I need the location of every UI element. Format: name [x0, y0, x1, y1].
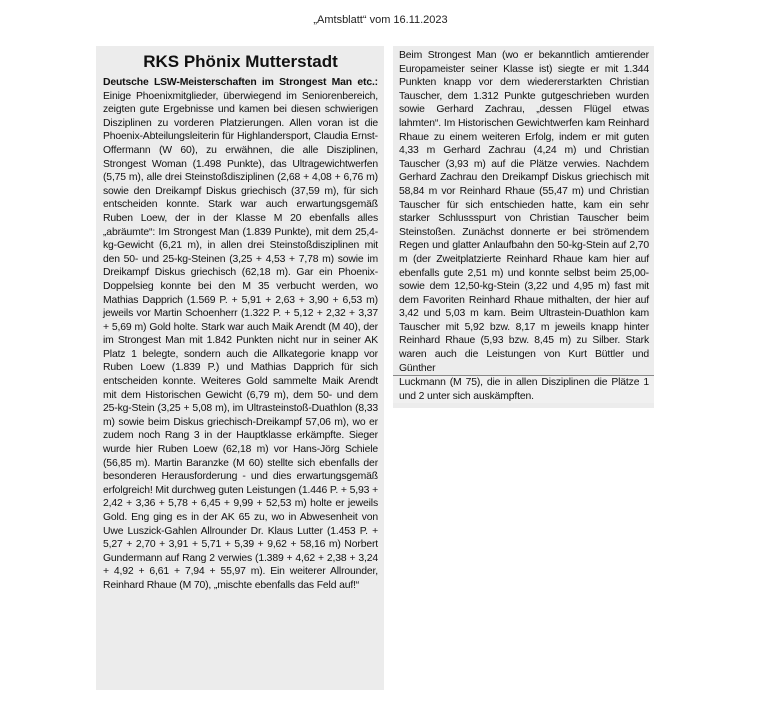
article-body-left: [103, 76, 378, 593]
article-text-right-end: Luckmann (M 75), die in allen Disziplinen die Plätze 1 und 2 unter sich auskämpften.: [393, 375, 654, 403]
article-lead: Deutsche LSW-Meisterschaften im Strongest Man etc.:: [103, 77, 378, 88]
article-text-left: Einige Phoenixmitglieder, überwiegend im Seniorenbereich, zeigten gute Ergebnisse und kamen bei diesen schwierigen Disziplinen zu vorderen Platzierungen. Allen voran ist die Phoenix-Abteilungsleiterin für Highlandersport, Claudia Ernst-Offermann (W 60), zu erwähnen, die alle Disziplinen, Strongest Woman (1.498 Punkte), das Ultragewichtwerfen (5,75 m), alle drei Steinstoßdisziplinen (2,68 + 4,08 + 6,76 m) sowie den Dreikampf Diskus griechisch (37,59 m), für sich entscheiden konnte. Stark war auch erwartungsgemäß Ruben Loew, der in der Klasse M 20 ebenfalls alles „abräumte“: Im Strongest Man (1.839 Punkte), mit dem 25,4-kg-Gewicht (6,21 m), in allen drei Steinstoßdisziplinen mit den 50- und 25-kg-Steinen (3,25 + 4,53 + 7,78 m) sowie im Dreikampf Diskus griechisch (62,18 m). Gar ein Phoenix-Doppelsieg konnte bei den M 35 verbucht werden, wo Mathias Dapprich (1.569 P. + 5,91 + 2,63 + 3,90 + 6,53 m) jeweils vor Martin Schoenherr (1.322 P. + 5,12 + 2,32 + 3,37 + 5,69 m) Gold holte. Stark war auch Maik Arendt (M 40), der im Strongest Man mit 1.842 Punkten nicht nur in seiner AK Platz 1 belegte, sondern auch die Allkategorie knapp vor Ruben Loew (1.839 P.) und Mathias Dapprich für sich entscheiden konnte. Weiteres Gold sammelte Maik Arendt mit dem Historischen Gewicht (6,79 m), dem 50- und dem 25-kg-Stein (3,25 + 5,08 m), im Ultrasteinstoß-Duathlon (8,33 m) sowie beim Diskus griechisch-Dreikampf 57,06 m), wo er zudem noch Rang 3 in der Hauptklasse erkämpfte. Sieger wurde hier Ruben Loew (62,18 m) vor Hans-Jörg Schiele (56,85 m). Martin Baranzke (M 60) stellte sich ebenfalls der besonderen Herausforderung - und dies erwartungsgemäß erfolgreich! Mit durchweg guten Leistungen (1.446 P. + 5,93 + 2,42 + 3,36 + 5,78 + 6,45 + 9,99 + 52,53 m) holte er jeweils Gold. Eng ging es in der AK 65 zu, wo in Abwesenheit von Uwe Luszick-Gahlen Allrounder Dr. Klaus Lutter (1.453 P. + 5,27 + 2,70 + 3,91 + 5,71 + 5,39 + 9,62 + 58,16 m) Norbert Gundermann auf Rang 2 verwies (1.389 + 4,62 + 2,38 + 3,24 + 4,92 + 6,61 + 7,94 + 55,97 m). Ein weiterer Allrounder, Reinhard Rhaue (M 70), „mischte ebenfalls das Feld auf!“: [103, 90, 378, 591]
article-text-right: Beim Strongest Man (wo er bekanntlich amtierender Europameister seiner Klasse ist) siegte er mit 1.344 Punkten knapp vor dem wiedererstarkten Christian Tauscher, dem 1.312 Punkte gutgeschrieben wurden sowie Gerhard Zachrau, „dessen Flügel etwas lahmten“. Im Historischen Gewichtwerfen kam Reinhard Rhaue zu einem weiteren Erfolg, indem er mit guten 4,33 m Gerhard Zachrau (4,24 m) und Christian Tauscher (3,93 m) auf die Plätze verwies. Nachdem Gerhard Zachrau den Dreikampf Diskus griechisch mit 58,84 m vor Reinhard Rhaue (55,47 m) und Christian Tauscher für sich entschieden hatte, kam ein sehr starker Schlussspurt von Christian Tauscher beim Steinstoßen. Zunächst donnerte er bei strömendem Regen und glatter Anlaufbahn den 50-kg-Stein auf 2,70 m (der Zweitplatzierte Reinhard Rhaue kam hier auf ebenfalls gute 2,51 m) und konnte selbst beim 25,00- sowie dem 12,50-kg-Stein (3,22 und 4,95 m) fast mit dem Favoriten Reinhard Rhaue mithalten, der hier auf 3,42 und 5,03 m kam. Beim Ultrastein-Duathlon kam Tauscher mit 5,92 bzw. 8,17 m jeweils knapp hinter Reinhard Rhaue (5,93 bzw. 8,45 m) zu Silber. Stark waren auch die Leistungen von Kurt Büttler und Günther: [399, 50, 649, 374]
article-title: RKS Phönix Mutterstadt: [143, 52, 338, 71]
newspaper-header: „Amtsblatt“ vom 16.11.2023: [313, 14, 448, 26]
article-column-left: [96, 46, 384, 690]
article-column-right: [393, 46, 654, 408]
